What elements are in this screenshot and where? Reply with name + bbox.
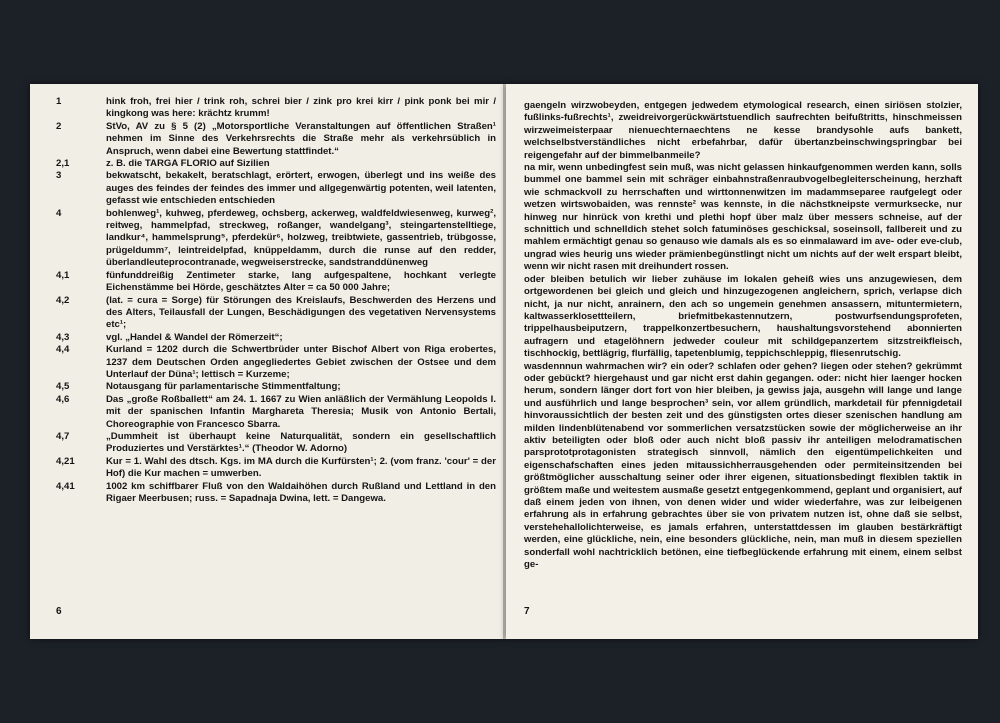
footnote-row bbox=[56, 158, 496, 170]
paragraph: oder bleiben betulich wir lieber zuhäuse im lokalen geheiß wies uns anzugewiesen, dem ortgewordenen bei gleich und gleich und hinzugezogenen angleichern, sprich, verlapse dich nicht, ja nur nicht, anrainern, den ach so ungemein genehmen ansassern, mituntermietern, kaltwasserklosettteilern, briefmitbekastennutzern, postwurfsendungsprofeten, trippelhausbeiputzern, trappelkonzertbesuchern, haushaltungsvorstehend abonnierten aufragern und etagelöhnern jedweder couleur mit schildgepanzertem sitzstreikfleisch, tischhockig, bettlägrig, flurfällig, tapetenblumig, teppichschleppig, fliesenrutschig. bbox=[524, 273, 962, 360]
body-text bbox=[524, 100, 962, 571]
footnote-number: 4,1 bbox=[56, 269, 70, 281]
footnote-row bbox=[56, 381, 496, 393]
footnote-number: 4,21 bbox=[56, 455, 75, 467]
footnote-row bbox=[56, 270, 496, 295]
footnotes-list bbox=[56, 96, 496, 505]
footnote-number: 4,3 bbox=[56, 331, 70, 343]
footnote-number: 4,2 bbox=[56, 294, 70, 306]
footnote-number: 1 bbox=[56, 96, 62, 107]
footnote-text: (lat. = cura = Sorge) für Störungen des Kreislaufs, Beschwerden des Herzens und des Alters, Teilausfall der Lungen, Beschädigungen des vegetativen Nervensystems etc¹; bbox=[106, 294, 496, 331]
paragraph: gaengeln wirzwobeyden, entgegen jedwedem etymological research, einen siriösen stolzier, fußlinks-fußrechts¹, zweidreivorgerückwärtstuendlich saufrechten beifußtritts, hinschmeissen wirzweimeisterpaar nienuechternaechtens ne kesse brandysohle aufs bankett, welchselbstverständliches nicht erbefahrbar, dafür übertanzbeinschwingspringbar bei reigengefahr auf der bimmelbanmeile? bbox=[524, 100, 962, 161]
footnote-text: „Dummheit ist überhaupt keine Naturqualität, sondern ein gesellschaftlich Produziertes und Verstärktes¹.“ (Theodor W. Adorno) bbox=[106, 430, 496, 455]
footnote-row bbox=[56, 344, 496, 381]
footnote-row bbox=[56, 96, 496, 121]
footnote-number: 4,41 bbox=[56, 480, 75, 492]
footnote-number: 4,4 bbox=[56, 344, 70, 356]
footnote-text: 1002 km schiffbarer Fluß von den Waldaihöhen durch Rußland und Lettland in den Rigaer Meerbusen; russ. = Sapadnaja Dwina, lett. = Dangewa. bbox=[106, 480, 496, 504]
right-page bbox=[506, 84, 978, 639]
footnote-text: bekwatscht, bekakelt, beratschlagt, erörtert, erwogen, überlegt und ins weiße des auges des feindes der feindes des immer und allgegenwärtig potenten, weil latenten, gefasst wie entschieden entschieden bbox=[106, 170, 496, 207]
footnote-row bbox=[56, 332, 496, 344]
paragraph: na mir, wenn unbedingfest sein muß, was nicht gelassen hinkaufgenommen werden kann, solls bummel one bammel sein mit schräger einbahnstraßenraubvogelbegleiterscheinung, herzhaft wie schmackvoll zu herrschaften und wirttonnenwitzen im madammseparee raufgelegt oder wetzen wirtswobaiden, was rennste² was kennste, in die nächstkneipste vermurksecke, nur hinweg nur hinrück von krethi und plethi hopf über malz über messers schneise, auf der schnittich und schnelldich stehet solch fatuminöses geschicksal, soseinsoll, fallbereit und zu mahlem ermächtigt genau so genauso wie damals als es so einmalaward im ave- oder eve-club, ungrad wies heurig uns wieder prämienbegünstlingt nicht um nichts auf der welt erspart bleibt, wenn wir nicht rasen mit dreihundert rossen. bbox=[524, 162, 962, 273]
page-number-right: 7 bbox=[524, 606, 530, 617]
footnote-number: 4,6 bbox=[56, 393, 70, 405]
footnote-row bbox=[56, 170, 496, 207]
footnote-number: 3 bbox=[56, 170, 62, 182]
footnote-text: Notausgang für parlamentarische Stimmentfaltung; bbox=[106, 381, 341, 393]
footnote-row bbox=[56, 208, 496, 270]
left-page bbox=[30, 84, 505, 639]
footnote-row bbox=[56, 394, 496, 431]
footnote-row bbox=[56, 121, 496, 158]
footnote-number: 4,5 bbox=[56, 381, 70, 393]
footnote-row bbox=[56, 431, 496, 456]
footnote-number: 2 bbox=[56, 120, 62, 132]
footnote-text: bohlenweg¹, kuhweg, pferdeweg, ochsberg, ackerweg, waldfeldwiesenweg, kurweg², reitweg, hammelpfad, streckweg, roßanger, wandelgang³, steingartenstelltiege, landkur⁴, hammelsprung⁵, pferdekür⁶, holzweg, treibtwiete, gassentrieb, trübgosse, prügeldumm⁷, leintreidelpfad, knüppeldamm, durch die runse auf den redder, überlandleuteprocontranade, wegweiserstrecke, sandstranddünenweg bbox=[106, 207, 496, 269]
footnote-text: vgl. „Handel & Wandel der Römerzeit“; bbox=[106, 331, 283, 343]
footnote-text: fünfunddreißig Zentimeter starke, lang aufgespaltene, hochkant verlegte Eichenstämme bei Hörde, geschätztes Alter = ca 50 000 Jahre; bbox=[106, 269, 496, 294]
footnote-text: Kur = 1. Wahl des dtsch. Kgs. im MA durch die Kurfürsten¹; 2. (vom franz. 'cour' = der Hof) die Kur machen = umwerben. bbox=[106, 455, 496, 480]
footnote-number: 2,1 bbox=[56, 158, 70, 170]
footnote-number: 4 bbox=[56, 207, 62, 219]
footnote-text: StVo, AV zu § 5 (2) „Motorsportliche Veranstaltungen auf öffentlichen Straßen¹ nehmen im Sinne des Verkehrsrechts die Straße mehr als verkehrsüblich in Anspruch, wenn dabei eine Bewertung stattfindet.“ bbox=[106, 120, 496, 157]
page-number-left: 6 bbox=[56, 606, 62, 617]
footnote-text: Das „große Roßballett“ am 24. 1. 1667 zu Wien anläßlich der Vermählung Leopolds I. mit der spanischen Infantin Marghareta Theresia; Musik von Antonio Bertali, Choreographie von Francesco Sbarra. bbox=[106, 393, 496, 430]
footnote-text: z. B. die TARGA FLORIO auf Sizilien bbox=[106, 158, 270, 170]
footnote-number: 4,7 bbox=[56, 430, 70, 442]
paragraph: wasdennnun wahrmachen wir? ein oder? schlafen oder gehen? liegen oder stehen? gekrümmt oder gebückt? hiergehaust und gar nicht erst dahin gegangen. oder: nicht hier laenger hocken herum, sondern länger dort fort von hier bleiben, ja gewiss jaja, ausgehn will lange und lange und ausführlich und lange besprochen³ sein, vor allem gründlich, markdetail für pfennigdetail hinvoraussichtlich der besten zeit und des günstigsten ortes dieser szenischen handlung am milden lindenblütenabend vor sommerlichen versatzstücken sowie der möglicherweise an ihr aktiv beteiligten oder bloß oder auch nicht bloß passiv ihr anteiligen melodramatischen parsprototprotagonisten strategisch sinnvoll, nämlich den eigentümpelichkeiten und eigenschafschaften eines jeden mitaussichherrausgehenden oder permiteinsitzenden bei größtmöglicher ausschaltung seiner oder ihrer eigenen, situationsbedingt flexiblen taktik in größtem maße und weitestem ausmaße gesetzt entgegenkommend, geplant und organisiert, auf daß einem jeden von ihnen, von denen wider und wider wiederfahre, was zur leibeigenen erfahrung als in erfahrung gebrachtes über sie von privatem nutzen ist, ohne daß sie selbst, verstehehallolichterweise, es jamals erfahren, unterstattdessen im glauben bestärkräftigt werden, eine glückliche, nein, eine besonders glückliche, nein, man muß in diesem speziellen sonderfall wohl nachtricklich betönen, eine tiefbeglückende erfahrung mit einem, einem selbst ge- bbox=[524, 360, 962, 571]
footnote-row bbox=[56, 481, 496, 506]
footnote-row bbox=[56, 295, 496, 332]
footnote-row bbox=[56, 456, 496, 481]
footnote-text: Kurland = 1202 durch die Schwertbrüder unter Bischof Albert von Riga erobertes, 1237 dem Deutschen Orden angegliedertes Gebiet zwischen der Ostsee und dem Unterlauf der Düna¹; lettisch = Kurzeme; bbox=[106, 344, 496, 380]
footnote-text: hink froh, frei hier / trink roh, schrei bier / zink pro krei kirr / pink ponk bei mir / kingkong was here: krächtz krumm! bbox=[106, 96, 496, 120]
